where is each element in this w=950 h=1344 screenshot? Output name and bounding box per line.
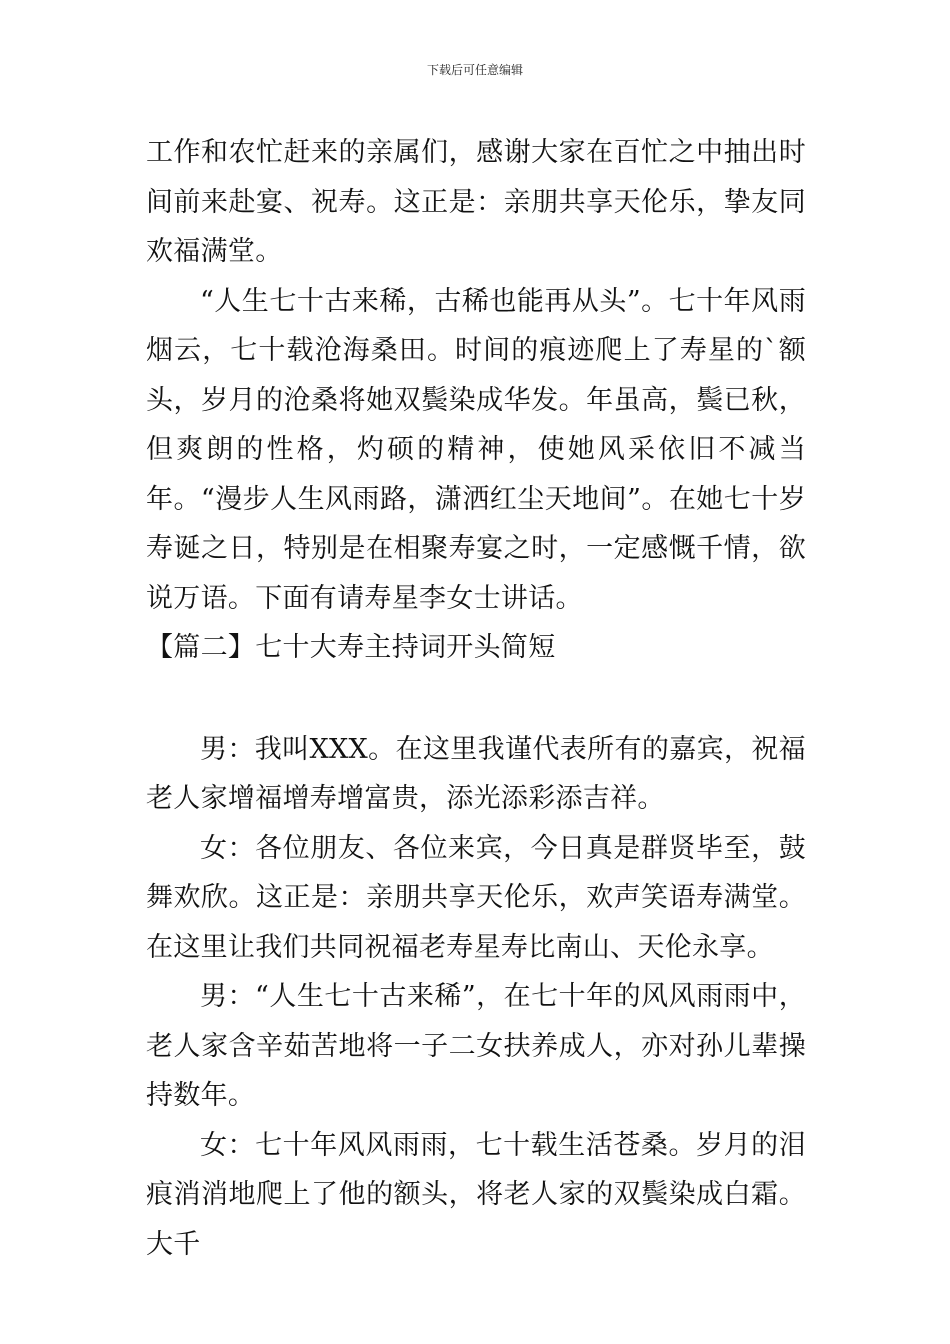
dialogue-female-2: 女：七十年风风雨雨，七十载生活苍桑。岁月的泪痕消消地爬上了他的额头，将老人家的双鬓染成白霜。大千 (146, 1129, 806, 1260)
dialogue-male-1: 男：我叫XXX。在这里我谨代表所有的嘉宾，祝福老人家增福增寿增富贵，添光添彩添吉祥。 (146, 733, 806, 814)
page-header: 下载后可任意编辑 (426, 63, 523, 77)
dialogue-male-2: 男：“人生七十古来稀”，在七十年的风风雨雨中，老人家含辛茹苦地将一子二女扶养成人，亦对孙儿辈操持数年。 (146, 981, 806, 1111)
section-title: 【篇二】七十大寿主持词开头简短 (146, 632, 556, 663)
paragraph-continued: 工作和农忙赶来的亲属们，感谢大家在百忙之中抽出时间前来赴宴、祝寿。这正是：亲朋共享天伦乐，挚友同欢福满堂。 (146, 137, 806, 267)
document-body (146, 128, 806, 1269)
dialogue-female-1: 女：各位朋友、各位来宾，今日真是群贤毕至，鼓舞欢欣。这正是：亲朋共享天伦乐，欢声笑语寿满堂。在这里让我们共同祝福老寿星寿比南山、天伦永享。 (146, 832, 806, 963)
paragraph-birthday-speech: “人生七十古来稀，古稀也能再从头”。七十年风雨烟云，七十载沧海桑田。时间的痕迹爬上了寿星的`额头，岁月的沧桑将她双鬓染成华发。年虽高，鬓已秋，但爽朗的性格，灼硕的精神，使她风采依旧不减当年。“漫步人生风雨路，潇洒红尘天地间”。在她七十岁寿诞之日，特别是在相聚寿宴之时，一定感慨千情，欲说万语。下面有请寿星李女士讲话。 (146, 285, 806, 614)
section-gap (146, 673, 806, 725)
